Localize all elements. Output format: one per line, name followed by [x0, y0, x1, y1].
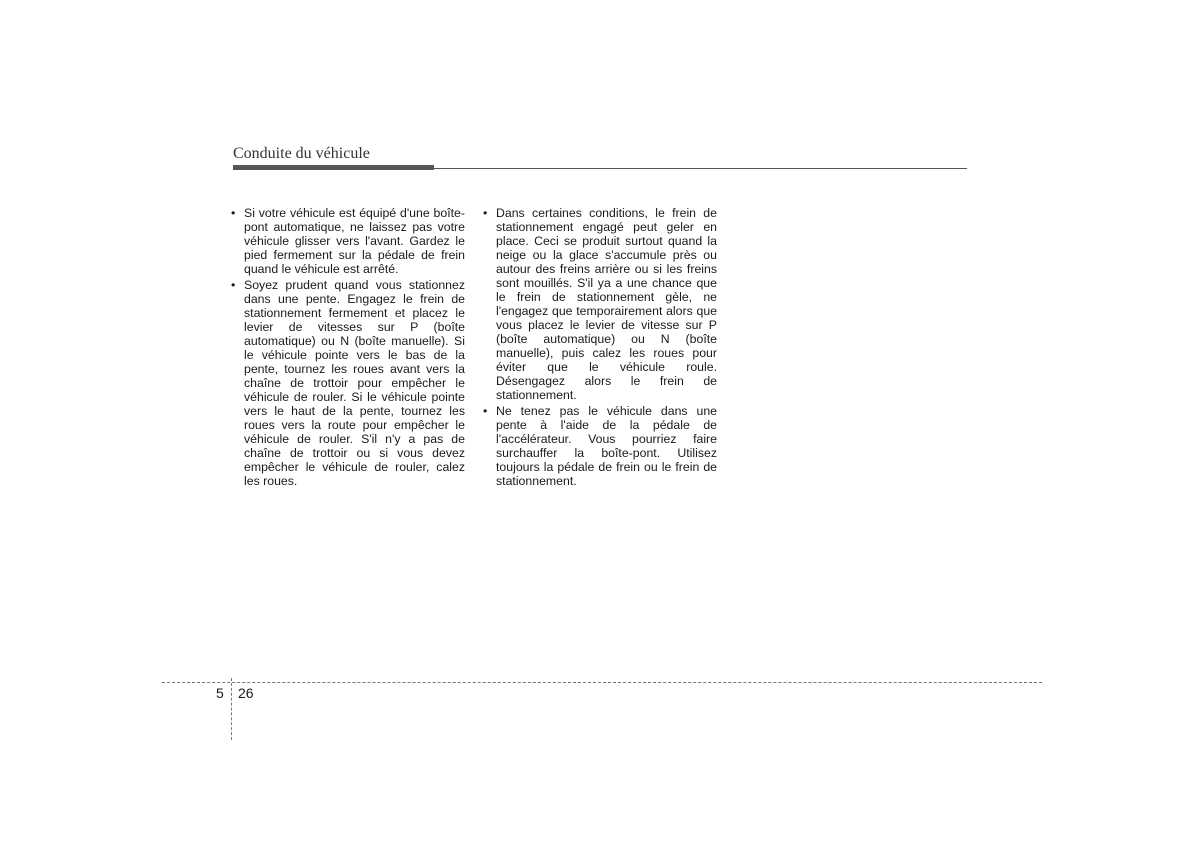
section-title: Conduite du véhicule	[233, 145, 370, 162]
right-column	[481, 206, 717, 490]
bullet-item: • Dans certaines conditions, le frein de stationnement engagé peut geler en place. Ceci se produit surtout quand la neige ou la glace s'accumule près ou autour des freins arrière ou si les freins sont mouillés. S'il ya a une chance que le frein de stationnement gèle, ne l'engagez que temporairement alors que vous placez le levier de vitesse sur P (boîte automatique) ou N (boîte manuelle), puis calez les roues pour éviter que le véhicule roule. Désengagez alors le frein de stationnement.	[481, 206, 717, 402]
left-bullet-list	[229, 206, 465, 488]
bullet-item: • Soyez prudent quand vous stationnez dans une pente. Engagez le frein de stationnement fermement et placez le levier de vitesses sur P (boîte automatique) ou N (boîte manuelle). Si le véhicule pointe vers le bas de la pente, tournez les roues avant vers la chaîne de trottoir pour empêcher le véhicule de rouler. Si le véhicule pointe vers le haut de la pente, tournez les roues vers la route pour empêcher le véhicule de rouler. S'il n'y a pas de chaîne de trottoir ou si vous devez empêcher le véhicule de rouler, calez les roues.	[229, 278, 465, 488]
left-column	[229, 206, 465, 490]
chapter-number: 5	[216, 685, 224, 701]
right-bullet-list	[481, 206, 717, 488]
footer-divider	[162, 682, 1042, 683]
page-number: 26	[238, 685, 254, 701]
header-rule-thick	[233, 165, 434, 170]
bullet-item: • Ne tenez pas le véhicule dans une pente à l'aide de la pédale de l'accélérateur. Vous pourriez faire surchauffer la boîte-pont. Utilisez toujours la pédale de frein ou le frein de stationnement.	[481, 404, 717, 488]
header-rule-thin	[434, 168, 967, 169]
bullet-item: • Si votre véhicule est équipé d'une boîte-pont automatique, ne laissez pas votre véhicule glisser vers l'avant. Gardez le pied fermement sur la pédale de frein quand le véhicule est arrêté.	[229, 206, 465, 276]
page-number-divider	[231, 678, 232, 740]
